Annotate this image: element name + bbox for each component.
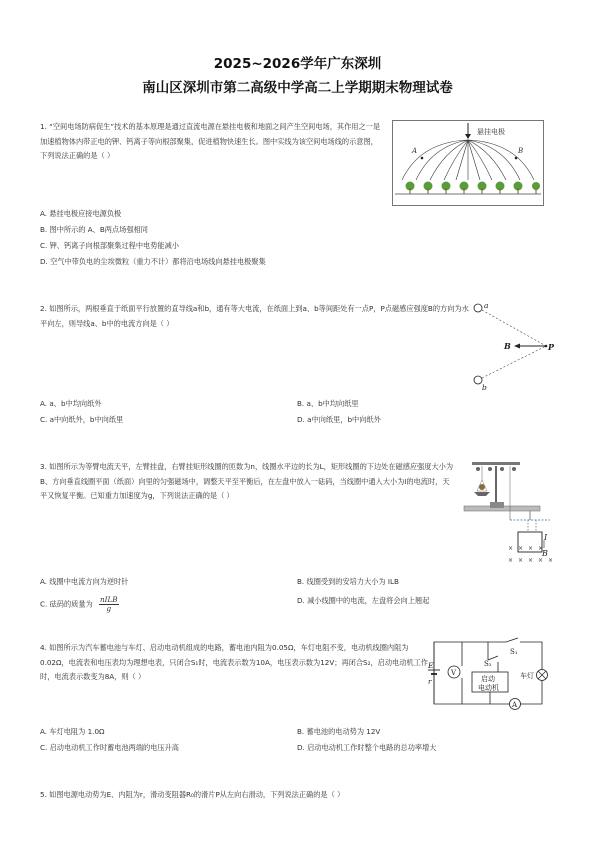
q3-option-d: D. 减小线圈中的电流，左盘将会向上翘起	[297, 596, 430, 605]
q2-option-c: C. a中向纸外，b中向纸里	[40, 415, 124, 424]
q2-option-b: B. a、b中均向纸里	[297, 399, 359, 408]
svg-text:×: ×	[508, 557, 514, 564]
exam-title-line2: 南山区深圳市第二高级中学高二上学期期末物理试卷	[142, 80, 453, 96]
field-b-label: B	[542, 549, 548, 558]
switch-s1-label: S₁	[510, 648, 518, 656]
lamp-label: 车灯	[520, 672, 534, 680]
q4-option-a: A. 车灯电阻为 1.0Ω	[40, 727, 105, 736]
field-b-label: B	[504, 341, 511, 351]
svg-text:×: ×	[548, 557, 554, 564]
electrode-label: 悬挂电极	[477, 128, 505, 136]
question-3-figure	[462, 458, 558, 570]
question-1-figure	[392, 120, 544, 206]
motor-label-2: 电动机	[478, 684, 499, 692]
wire-a-label: a	[484, 301, 489, 310]
q1-option-d: D. 空气中带负电的尘埃微粒（重力不计）都将沿电场线向悬挂电极聚集	[40, 257, 266, 266]
motor-label-1: 启动	[481, 675, 495, 683]
point-a-label: A	[412, 147, 418, 155]
point-p-label: P	[548, 342, 555, 352]
question-4-text: 4. 如图所示为汽车蓄电池与车灯、启动电动机组成的电路，蓄电池内阻为0.05Ω，车灯电阻不变，电动机线圈内阻为0.02Ω，电流表和电压表均为理想电表，只闭合S₁时，电流表示数为10A，电压表示数为12V；再闭合S₂，启动电动机工作时，电流表示数变为8A，则（ ）	[40, 643, 428, 681]
wire-b-label: b	[482, 383, 487, 392]
question-2-figure	[468, 298, 558, 392]
q3-option-c: C. 砝码的质量为 nILB g	[40, 595, 118, 613]
point-b-label: B	[518, 147, 524, 155]
question-3-text: 3. 如图所示为等臂电流天平，左臂挂盘，右臂挂矩形线圈的匝数为n，线圈水平边的长为L，矩形线圈的下边处在磁感应强度大小为B、方向垂直线圈平面（纸面）向里的匀强磁场中，调整天平至平衡后，在左盘中放入一砝码，当线圈中通入大小为I的电流时，天平又恢复平衡。已知重力加速度为g，下列说法正确的是（ ）	[40, 462, 454, 500]
switch-s2-label: S₂	[484, 660, 492, 668]
svg-text:×: ×	[518, 557, 524, 564]
svg-text:×: ×	[518, 545, 524, 552]
mass-fraction: nILB g	[100, 595, 118, 613]
emf-e-label: E	[428, 661, 434, 670]
question-2-text: 2. 如图所示，两根垂直于纸面平行放置的直导线a和b，通有等大电流，在纸面上到a、b等间距处有一点P，P点磁感应强度B的方向为水平向左，则导线a、b中的电流方向是（ ）	[40, 304, 469, 328]
ammeter-label: A	[512, 701, 518, 709]
q1-option-b: B. 图中所示的 A、B两点场强相同	[40, 225, 148, 234]
current-i-label: I	[544, 533, 548, 542]
question-5-text: 5. 如图电源电动势为E、内阻为r，滑动变阻器R₀的滑片P从左向右滑动，下列说法正确的是（ ）	[40, 790, 345, 799]
svg-text:×: ×	[528, 545, 534, 552]
q2-option-a: A. a、b中均向纸外	[40, 399, 102, 408]
q4-option-b: B. 蓄电池的电动势为 12V	[297, 727, 381, 736]
field-lines	[402, 140, 534, 180]
q2-option-d: D. a中向纸里，b中向纸外	[297, 415, 381, 424]
internal-r-label: r	[428, 678, 432, 686]
svg-text:×: ×	[538, 545, 544, 552]
question-1-text: 1. “空间电场防病促生”技术的基本原理是通过直流电源在悬挂电极和地面之间产生空间电场，其作用之一是加速植物体内带正电的钾、钙离子等向根部聚集，促进植物快速生长。图中实线为该空间电场线的示意图，下列说法正确的是（ ）	[40, 122, 381, 160]
q1-option-c: C. 钾、钙离子向根部聚集过程中电势能减小	[40, 241, 179, 250]
svg-text:×: ×	[538, 557, 544, 564]
question-4-figure	[428, 638, 560, 722]
exam-title-line1: 2025~2026学年广东深圳	[213, 56, 382, 72]
svg-text:×: ×	[508, 545, 514, 552]
q3-option-b: B. 线圈受到的安培力大小为 ILB	[297, 577, 399, 586]
q4-option-c: C. 启动电动机工作时蓄电池两端的电压升高	[40, 743, 179, 752]
q4-option-d: D. 启动电动机工作时整个电路的总功率增大	[297, 743, 437, 752]
svg-text:×: ×	[528, 557, 534, 564]
voltmeter-label: V	[451, 669, 457, 677]
plants-row	[406, 182, 541, 195]
q3-option-a: A. 线圈中电流方向为逆时针	[40, 577, 129, 586]
q1-option-a: A. 悬挂电极应接电源负极	[40, 209, 122, 218]
